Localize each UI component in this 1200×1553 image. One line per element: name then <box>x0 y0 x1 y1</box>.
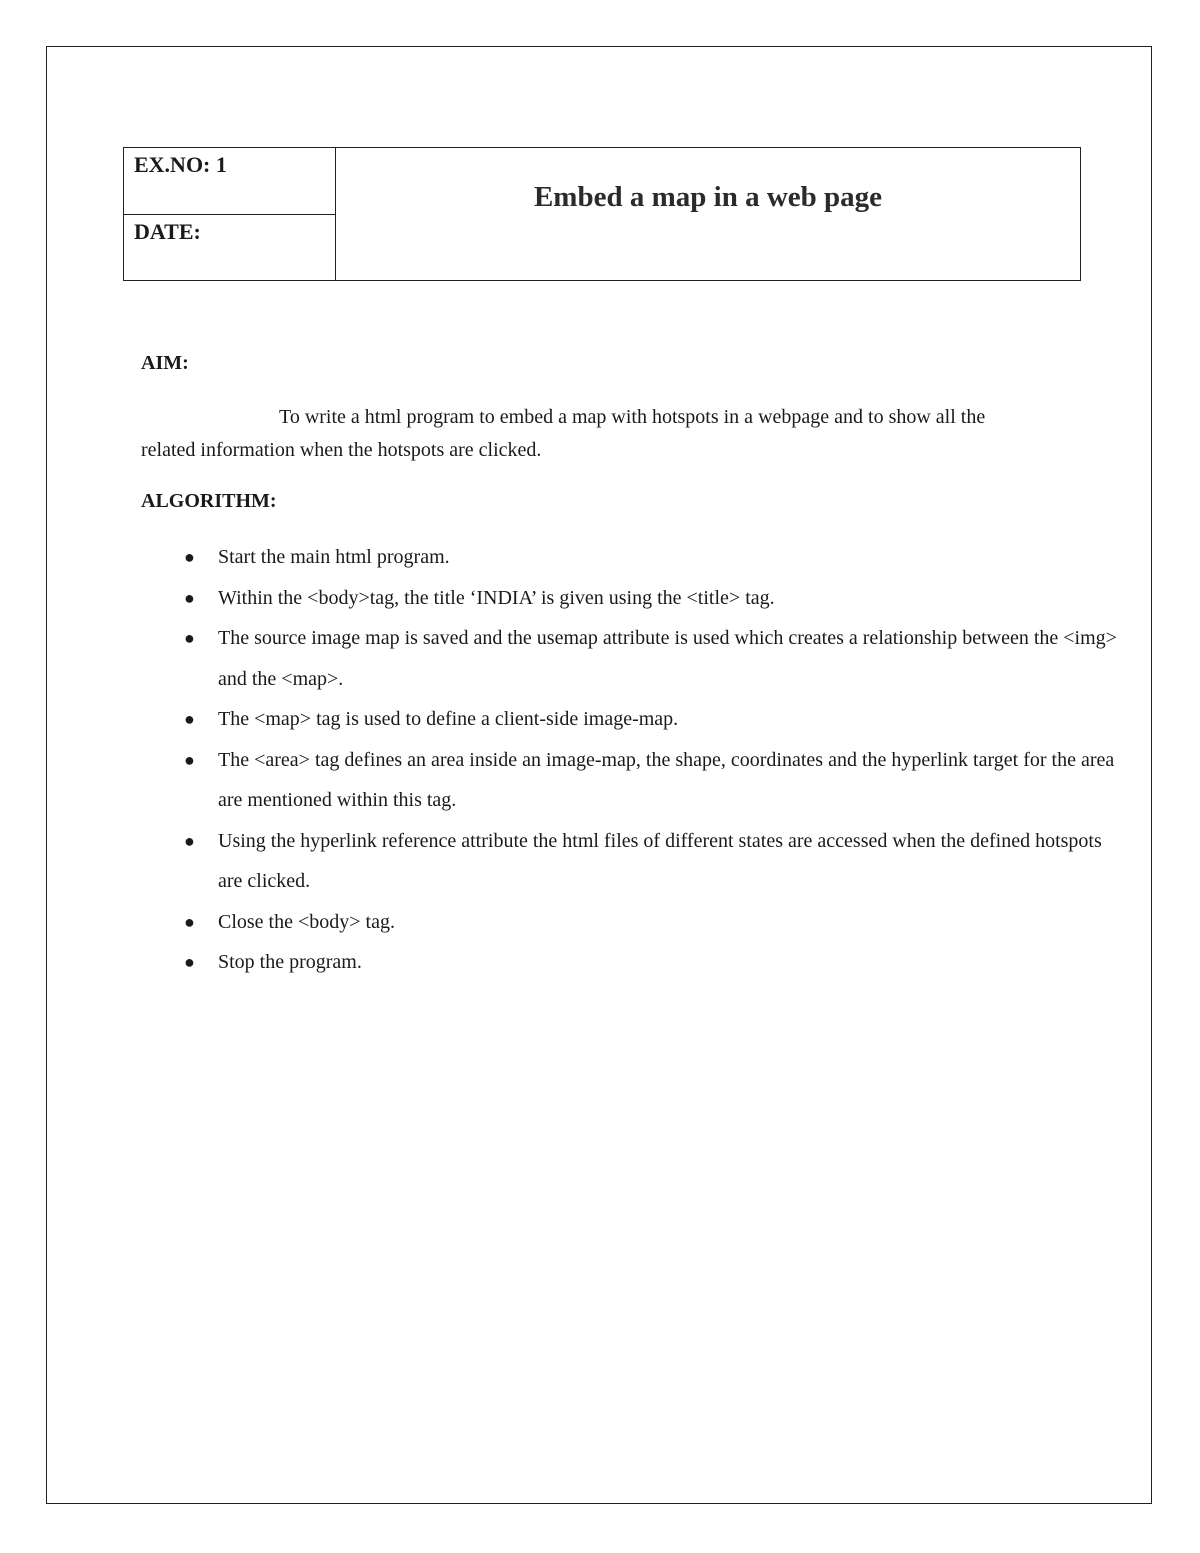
list-item-text: The <map> tag is used to define a client-side image-map. <box>218 708 679 730</box>
list-item-text: Stop the program. <box>218 951 362 973</box>
list-item-text: Start the main html program. <box>218 546 450 568</box>
list-item-text: Using the hyperlink reference attribute the html files of different states are accessed when the defined hotspots are clicked. <box>218 829 1102 892</box>
list-item <box>184 740 1118 821</box>
list-item <box>184 902 1118 943</box>
bullet-icon: ● <box>184 911 195 932</box>
exercise-number: EX.NO: 1 <box>124 148 335 215</box>
date-label: DATE: <box>134 218 201 244</box>
list-item-text: Within the <body>tag, the title ‘INDIA’ is given using the <title> tag. <box>218 586 775 609</box>
list-item-text: The <area> tag defines an area inside an image-map, the shape, coordinates and the hyperlink target for the area are mentioned within this tag. <box>218 748 1115 811</box>
bullet-icon: ● <box>184 952 195 972</box>
bullet-icon: ● <box>184 830 195 851</box>
algorithm-list <box>184 537 1118 983</box>
list-item-text: Close the <body> tag. <box>218 910 395 933</box>
header-left-column <box>124 148 336 280</box>
list-item-text: The source image map is saved and the usemap attribute is used which creates a relationship between the <img> and the <map>. <box>218 627 1117 690</box>
list-item <box>184 578 1118 619</box>
list-item <box>184 618 1118 699</box>
bullet-icon: ● <box>184 587 195 608</box>
bullet-icon: ● <box>184 547 195 567</box>
header-table <box>123 147 1081 281</box>
header-title-cell <box>336 148 1080 280</box>
bullet-icon: ● <box>184 749 195 770</box>
bullet-icon: ● <box>184 628 195 648</box>
aim-heading: AIM: <box>141 352 189 374</box>
aim-text: To write a html program to embed a map with hotspots in a webpage and to show all the related information when the hotspots are clicked. <box>141 406 986 461</box>
list-item <box>184 821 1118 902</box>
bullet-icon: ● <box>184 709 195 729</box>
algorithm-heading: ALGORITHM: <box>141 490 277 512</box>
list-item <box>184 699 1118 740</box>
list-item <box>184 942 1118 983</box>
list-item <box>184 537 1118 578</box>
page-title: Embed a map in a web page <box>533 180 883 213</box>
